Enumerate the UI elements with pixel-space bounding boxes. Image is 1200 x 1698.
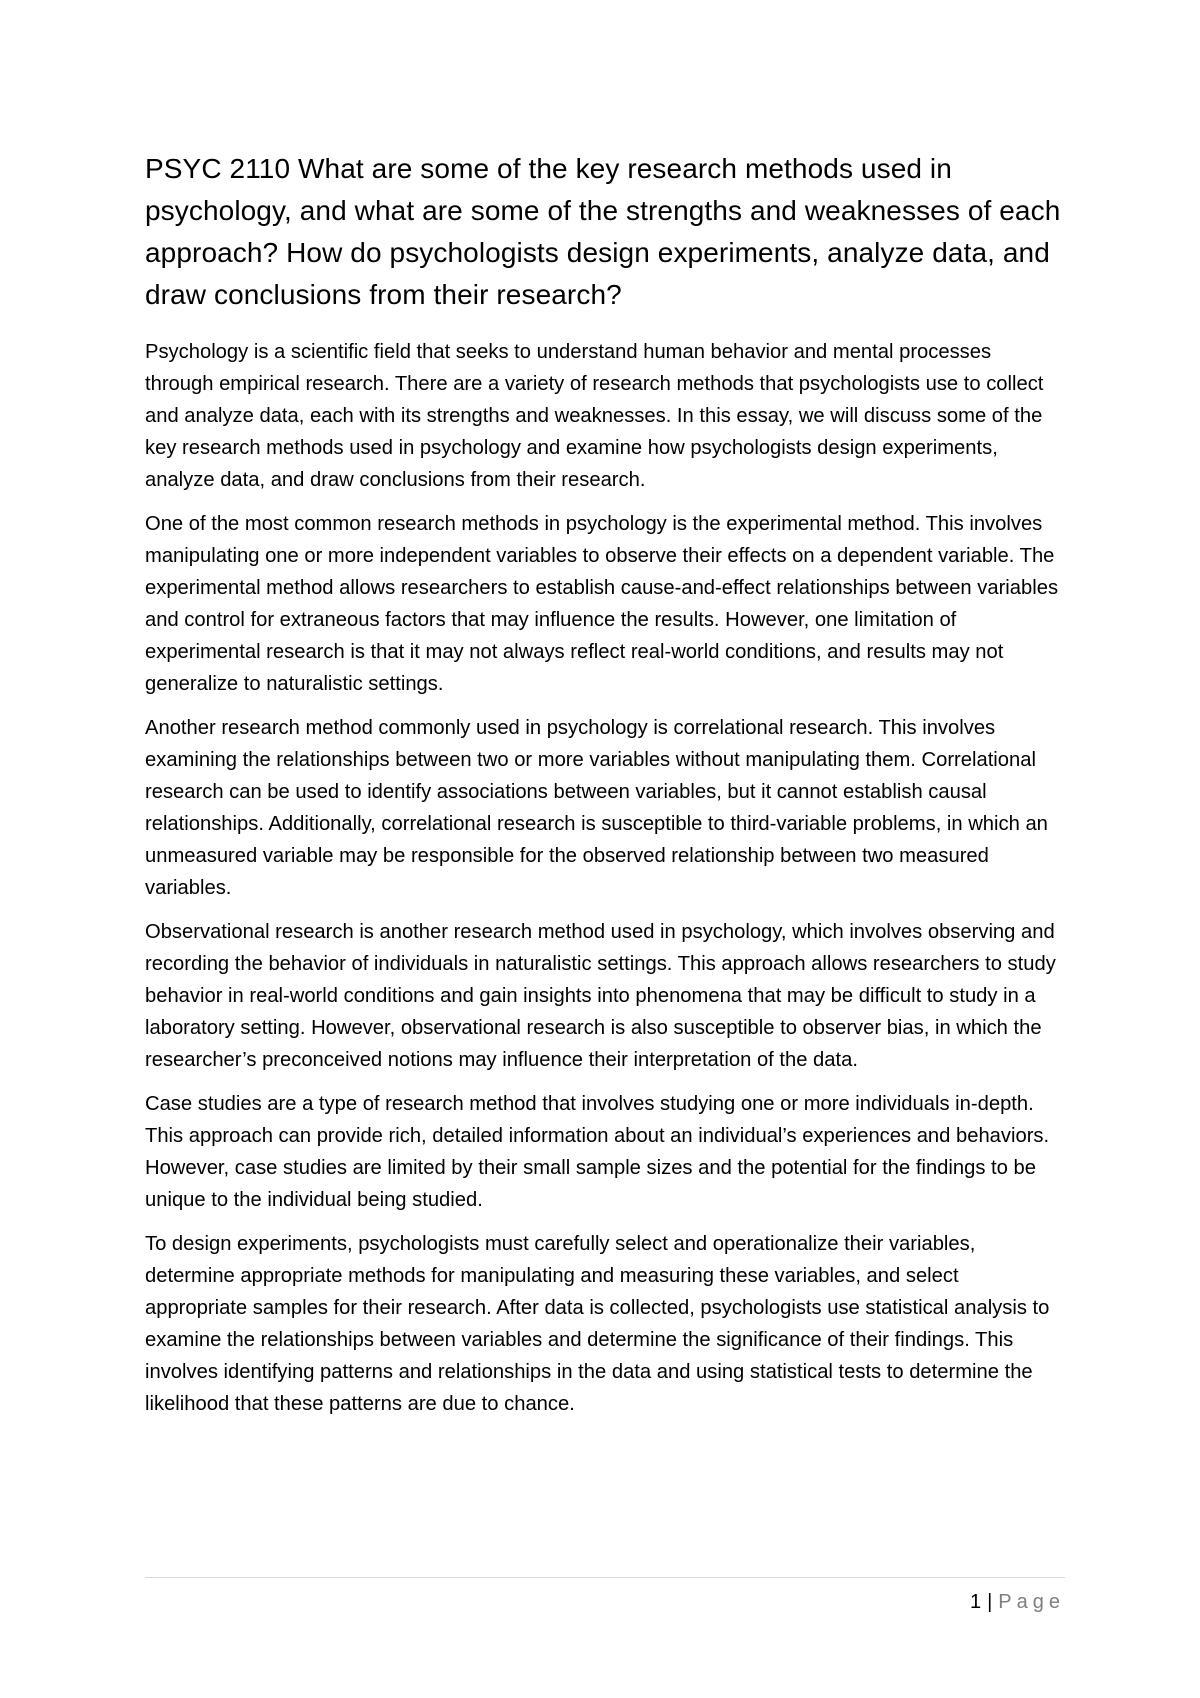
page-label: Page (998, 1591, 1065, 1613)
paragraph-case-studies: Case studies are a type of research method that involves studying one or more individuals in-depth. This approach can provide rich, detailed information about an individual’s experiences and behaviors. However, case studies are limited by their small sample sizes and the potential for the findings to be unique to the individual being studied. (145, 1093, 1050, 1211)
paragraph-experiment-design: To design experiments, psychologists must carefully select and operationalize their variables, determine appropriate methods for manipulating and measuring these variables, and select appropriate samples for their research. After data is collected, psychologists use statistical analysis to examine the relationships between variables and determine the significance of their findings. This involves identifying patterns and relationships in the data and using statistical tests to determine the likelihood that these patterns are due to chance. (145, 1233, 1050, 1415)
page-number-separator: | (987, 1591, 993, 1613)
document-title: PSYC 2110 What are some of the key research methods used in psychology, and what are some of the strengths and weaknesses of each approach? How do psychologists design experiments, analyze data, and draw conclusions from their research? (145, 153, 1061, 310)
page-footer (145, 1577, 1065, 1613)
document-body (145, 148, 1065, 1432)
paragraph-intro: Psychology is a scientific field that seeks to understand human behavior and mental processes through empirical research. There are a variety of research methods that psychologists use to collect and analyze data, each with its strengths and weaknesses. In this essay, we will discuss some of the key research methods used in psychology and examine how psychologists design experiments, analyze data, and draw conclusions from their research. (145, 341, 1044, 491)
paragraph-observational-research: Observational research is another research method used in psychology, which involves observing and recording the behavior of individuals in naturalistic settings. This approach allows researchers to study behavior in real-world conditions and gain insights into phenomena that may be difficult to study in a laboratory setting. However, observational research is also susceptible to observer bias, in which the researcher’s preconceived notions may influence their interpretation of the data. (145, 921, 1056, 1071)
paragraph-correlational-research: Another research method commonly used in psychology is correlational research. This involves examining the relationships between two or more variables without manipulating them. Correlational research can be used to identify associations between variables, but it cannot establish causal relationships. Additionally, correlational research is susceptible to third-variable problems, in which an unmeasured variable may be responsible for the observed relationship between two measured variables. (145, 717, 1048, 899)
paragraph-experimental-method: One of the most common research methods in psychology is the experimental method. This involves manipulating one or more independent variables to observe their effects on a dependent variable. The experimental method allows researchers to establish cause-and-effect relationships between variables and control for extraneous factors that may influence the results. However, one limitation of experimental research is that it may not always reflect real-world conditions, and results may not generalize to naturalistic settings. (145, 513, 1059, 695)
page-number-indicator (970, 1588, 1065, 1616)
page-number: 1 (969, 1591, 982, 1613)
